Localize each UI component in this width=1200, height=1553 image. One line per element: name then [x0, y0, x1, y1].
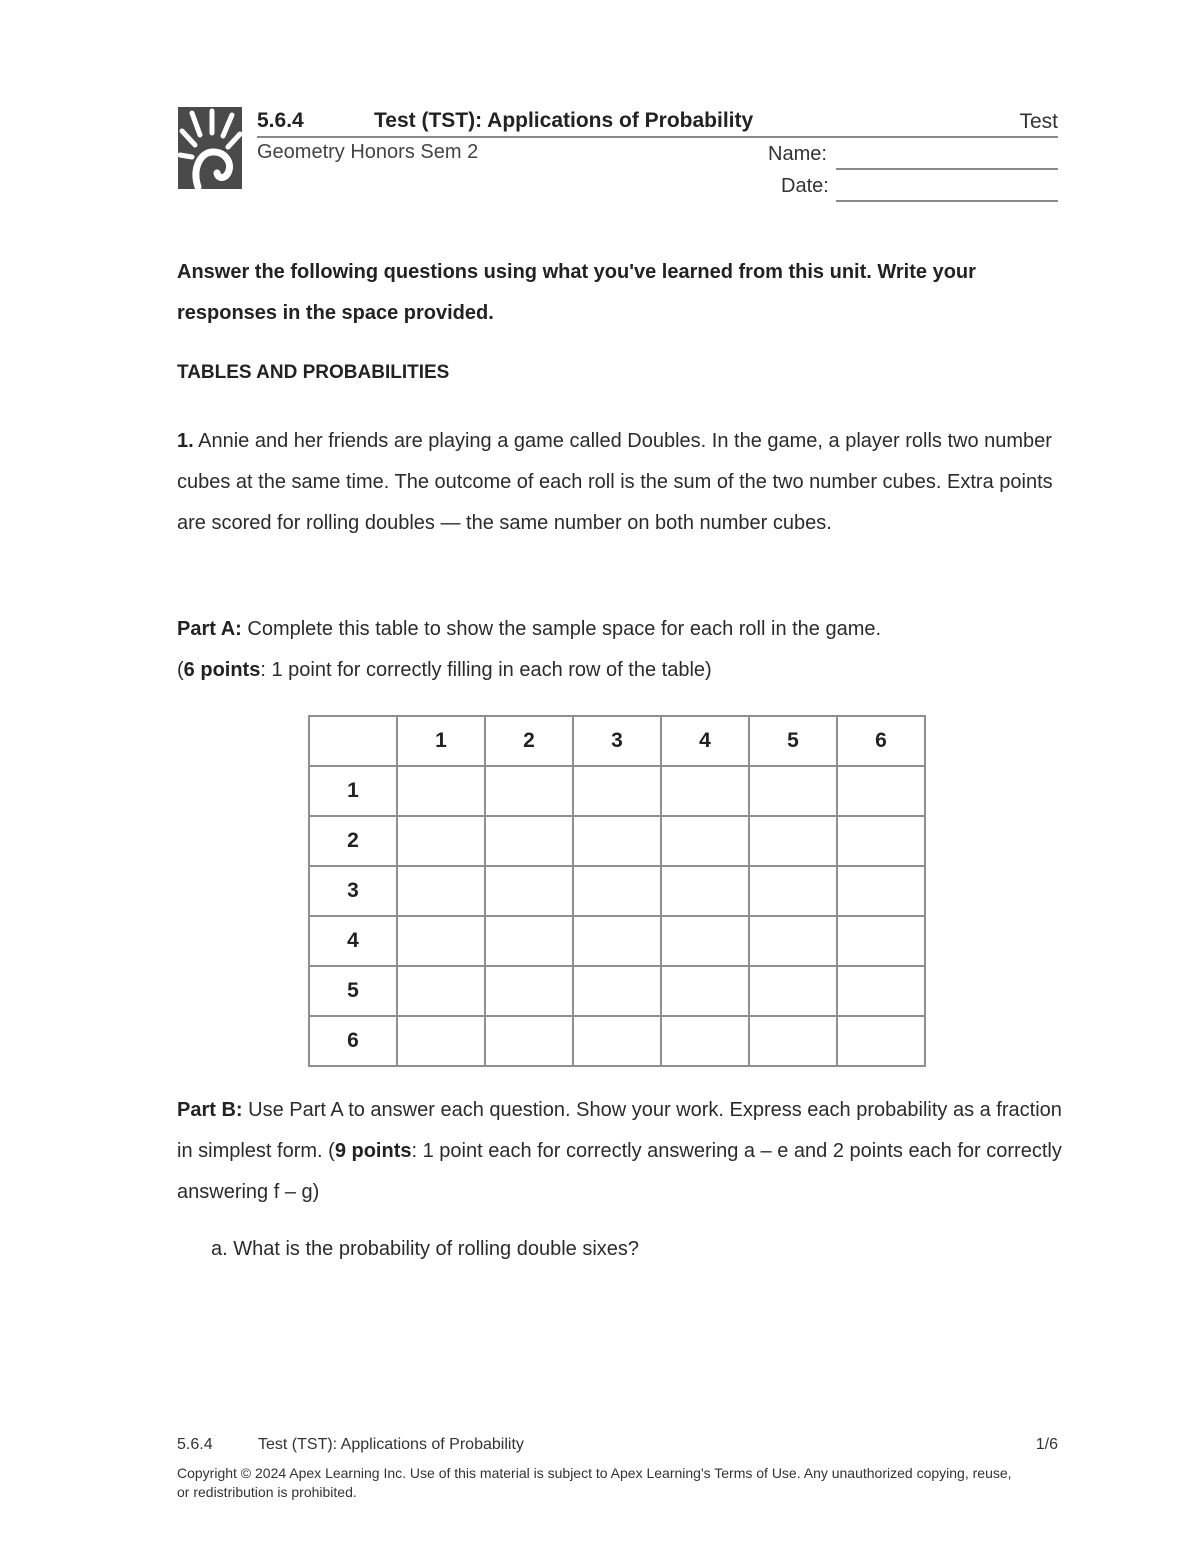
answer-cell[interactable] [397, 966, 485, 1016]
sample-space-table [308, 715, 926, 1067]
question-text: Annie and her friends are playing a game called Doubles. In the game, a player rolls two number cubes at the same time. The outcome of each roll is the sum of the two number cubes. Extra points are scored for rolling doubles — the same number on both number cubes. [177, 430, 1053, 534]
answer-cell[interactable] [837, 766, 925, 816]
table-corner-cell [309, 716, 397, 766]
part-b-text: Use Part A to answer each question. Show your work. Express each probability as a fraction in simplest form. ( [177, 1099, 1062, 1162]
part-a-prompt [177, 609, 1062, 650]
answer-cell[interactable] [749, 966, 837, 1016]
answer-cell[interactable] [837, 816, 925, 866]
footer-code: 5.6.4 [177, 1436, 213, 1453]
column-header: 3 [573, 716, 661, 766]
part-b [177, 1090, 1062, 1213]
answer-cell[interactable] [397, 916, 485, 966]
answer-cell[interactable] [573, 866, 661, 916]
answer-cell[interactable] [397, 866, 485, 916]
question-number: 1. [177, 430, 194, 452]
answer-cell[interactable] [661, 1016, 749, 1066]
answer-cell[interactable] [749, 1016, 837, 1066]
question-1a: a. What is the probability of rolling double sixes? [211, 1238, 640, 1260]
answer-cell[interactable] [485, 866, 573, 916]
answer-cell[interactable] [661, 866, 749, 916]
answer-cell[interactable] [749, 866, 837, 916]
column-header: 5 [749, 716, 837, 766]
answer-cell[interactable] [837, 966, 925, 1016]
column-header: 1 [397, 716, 485, 766]
page-number: 1/6 [1035, 1436, 1058, 1453]
table-row [309, 766, 925, 816]
answer-cell[interactable] [397, 1016, 485, 1066]
answer-cell[interactable] [661, 766, 749, 816]
part-b-points-value: 9 points [334, 1140, 412, 1162]
answer-cell[interactable] [397, 816, 485, 866]
answer-cell[interactable] [749, 916, 837, 966]
assignment-title: Test (TST): Applications of Probability [374, 109, 754, 132]
question-1 [177, 421, 1062, 544]
answer-cell[interactable] [485, 766, 573, 816]
row-header: 6 [309, 1016, 397, 1066]
part-a-points-detail: : 1 point for correctly filling in each row of the table) [260, 659, 712, 681]
answer-cell[interactable] [485, 1016, 573, 1066]
table-header-row [309, 716, 925, 766]
row-header: 2 [309, 816, 397, 866]
answer-cell[interactable] [485, 966, 573, 1016]
answer-cell[interactable] [837, 916, 925, 966]
answer-cell[interactable] [485, 816, 573, 866]
apex-learning-logo-icon [178, 107, 242, 189]
row-header: 1 [309, 766, 397, 816]
assignment-code: 5.6.4 [257, 109, 304, 132]
answer-cell[interactable] [837, 866, 925, 916]
answer-cell[interactable] [661, 916, 749, 966]
assignment-type: Test [1019, 110, 1058, 133]
answer-cell[interactable] [837, 1016, 925, 1066]
answer-cell[interactable] [661, 966, 749, 1016]
column-header: 4 [661, 716, 749, 766]
date-field[interactable] [836, 200, 1058, 202]
part-a [177, 609, 1062, 691]
column-header: 6 [837, 716, 925, 766]
row-header: 5 [309, 966, 397, 1016]
part-a-text: Complete this table to show the sample space for each roll in the game. [247, 618, 882, 640]
answer-cell[interactable] [573, 966, 661, 1016]
answer-cell[interactable] [573, 816, 661, 866]
row-header: 4 [309, 916, 397, 966]
table-row [309, 966, 925, 1016]
answer-cell[interactable] [397, 766, 485, 816]
part-a-label: Part A: [177, 618, 242, 640]
answer-cell[interactable] [749, 766, 837, 816]
part-b-label: Part B: [177, 1099, 243, 1121]
answer-cell[interactable] [749, 816, 837, 866]
date-label: Date: [781, 175, 829, 197]
answer-cell[interactable] [485, 916, 573, 966]
name-label: Name: [768, 143, 827, 165]
row-header: 3 [309, 866, 397, 916]
part-a-points-value: 6 points [183, 659, 261, 681]
instructions: Answer the following questions using what you've learned from this unit. Write your responses in the space provided. [177, 261, 976, 324]
footer-title: Test (TST): Applications of Probability [258, 1436, 524, 1453]
copyright-notice: Copyright © 2024 Apex Learning Inc. Use of this material is subject to Apex Learning's Terms of Use. Any unauthorized copying, reuse, or redistribution is prohibited. [177, 1465, 1012, 1500]
column-header: 2 [485, 716, 573, 766]
header-divider [257, 136, 1058, 138]
course-name: Geometry Honors Sem 2 [257, 141, 479, 163]
table-row [309, 1016, 925, 1066]
answer-cell[interactable] [573, 916, 661, 966]
answer-cell[interactable] [573, 1016, 661, 1066]
part-a-points: (6 points: 1 point for correctly filling in each row of the table) [177, 659, 712, 681]
answer-cell[interactable] [661, 816, 749, 866]
name-field[interactable] [836, 168, 1058, 170]
table-row [309, 816, 925, 866]
table-row [309, 866, 925, 916]
part-b-points-detail: : 1 point each for correctly answering a – e and 2 points each for correctly answering f – g) [177, 1140, 1062, 1203]
section-heading: TABLES AND PROBABILITIES [177, 362, 450, 383]
answer-cell[interactable] [573, 766, 661, 816]
table-row [309, 916, 925, 966]
